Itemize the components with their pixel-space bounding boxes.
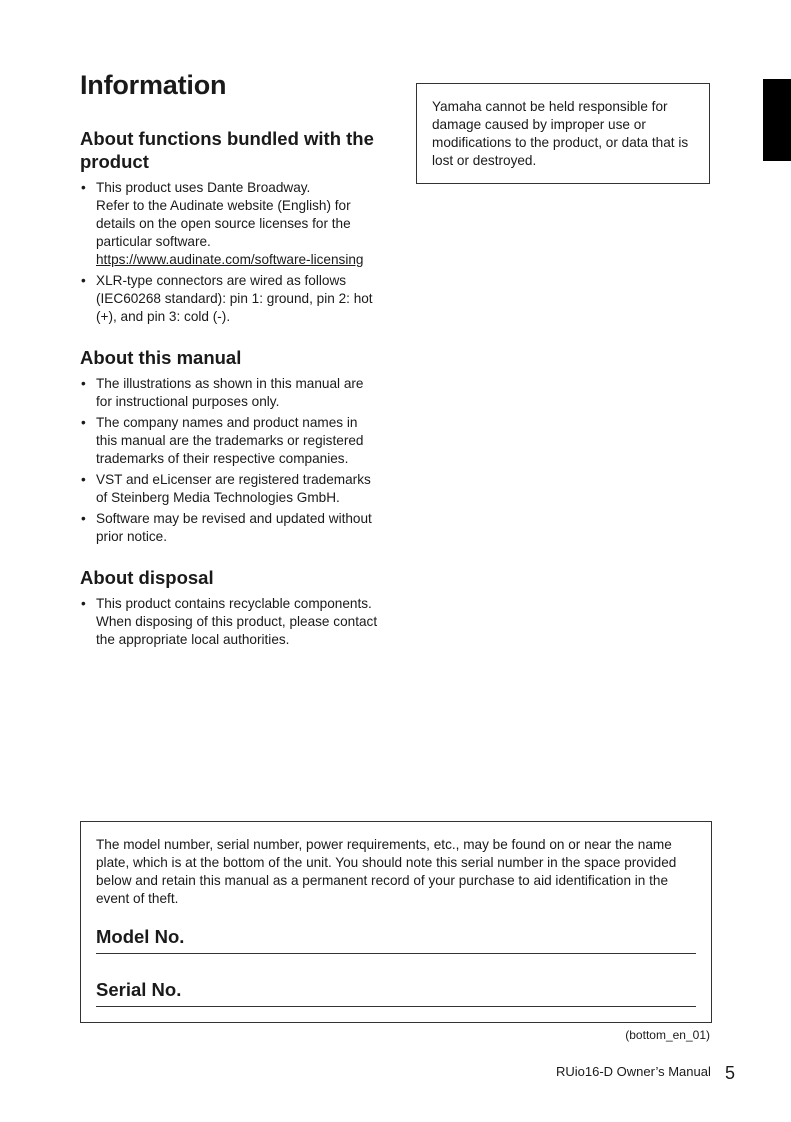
manual-list — [80, 375, 380, 546]
list-item — [80, 179, 380, 269]
audinate-link[interactable]: https://www.audinate.com/software-licensing — [96, 252, 364, 267]
section-about-manual — [80, 346, 380, 546]
document-code: (bottom_en_01) — [625, 1028, 710, 1042]
dante-text: • This product uses Dante Broadway. — [96, 180, 311, 195]
bundled-list — [80, 179, 380, 326]
section-heading-disposal: About disposal — [80, 567, 214, 588]
model-number-label: Model No. — [96, 926, 185, 947]
disposal-list — [80, 595, 380, 649]
section-bundled-functions — [80, 127, 380, 326]
section-tab-marker — [763, 79, 791, 161]
model-number-field — [96, 927, 696, 954]
section-heading-bundled: About functions bundled with the product — [80, 128, 374, 172]
left-column — [80, 127, 380, 669]
record-instructions: The model number, serial number, power requirements, etc., may be found on or near the name plate, which is at the bottom of the unit. You should note this serial number in the space provided below and retain this manual as a permanent record of your purchase to aid identification in the event of theft. — [96, 837, 677, 906]
page-title: Information — [80, 70, 227, 100]
serial-number-label: Serial No. — [96, 979, 182, 1000]
serial-number-field — [96, 980, 696, 1007]
footer-manual-title: RUio16-D Owner’s Manual — [556, 1064, 711, 1079]
list-item: • XLR-type connectors are wired as follows (IEC60268 standard): pin 1: ground, pin 2: hot (+), and pin 3: cold (-). — [80, 272, 380, 326]
list-item: • This product contains recyclable components. When disposing of this product, please contact the appropriate local authorities. — [80, 595, 380, 649]
record-box — [80, 821, 712, 1023]
disclaimer-text: Yamaha cannot be held responsible for damage caused by improper use or modifications to the product, or data that is lost or destroyed. — [432, 99, 689, 168]
list-item: • VST and eLicenser are registered trademarks of Steinberg Media Technologies GmbH. — [80, 471, 380, 507]
list-item: • The illustrations as shown in this manual are for instructional purposes only. — [80, 375, 380, 411]
list-item: • Software may be revised and updated without prior notice. — [80, 510, 380, 546]
license-text: Refer to the Audinate website (English) for details on the open source licenses for the particular software. — [96, 198, 351, 249]
disclaimer-notice-box — [416, 83, 710, 184]
section-heading-manual: About this manual — [80, 347, 242, 368]
page-number: 5 — [725, 1063, 736, 1083]
section-about-disposal — [80, 566, 380, 649]
list-item: • The company names and product names in this manual are the trademarks or registered trademarks of their respective companies. — [80, 414, 380, 468]
